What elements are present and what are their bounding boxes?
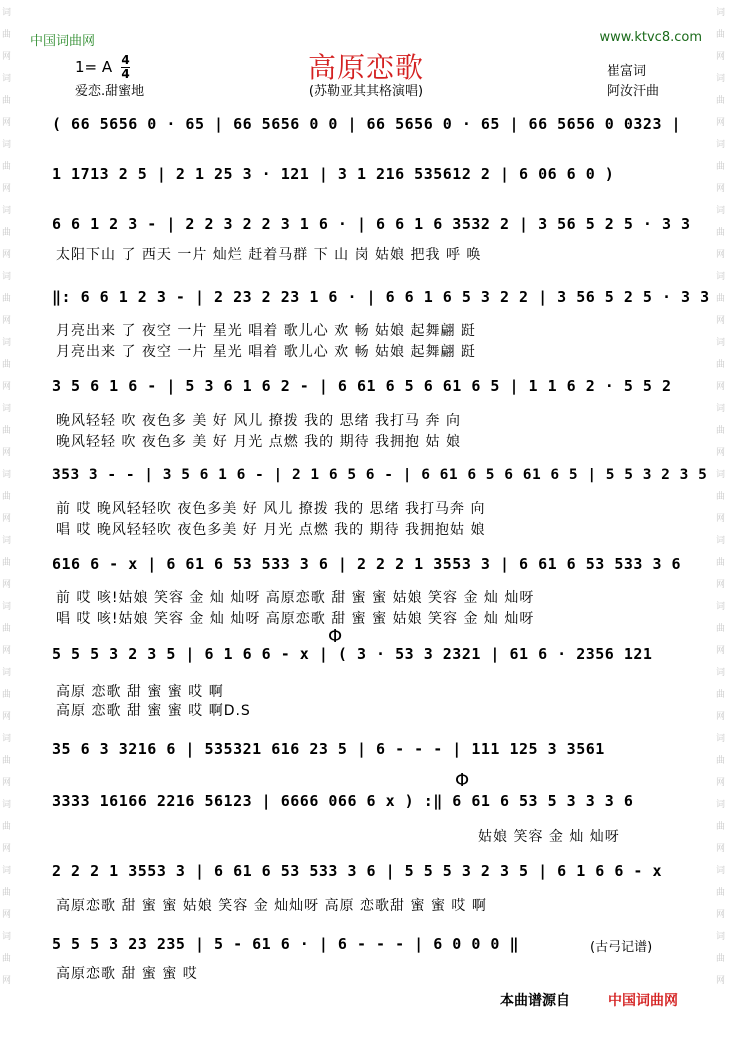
notation-line: 3 5 6 1 6 - | 5 3 6 1 6 2 - | 6 61 6 5 6 61 6 5 | 1 1 6 2 · 5 5 2 [52,377,672,395]
watermark-char: 网 [2,844,12,854]
watermark-char: 词 [2,140,12,150]
watermark-char: 曲 [2,756,12,766]
lyrics-line: 前 哎 晚风轻轻吹 夜色多美 好 风儿 撩拨 我的 思绪 我打马奔 向 [56,501,486,517]
watermark-char: 网 [2,910,12,920]
right-watermark-strip [716,0,730,1037]
transcriber-note: (古弓记谱) [590,940,653,955]
watermark-char: 网 [2,52,12,62]
notation-line: 2 2 2 1 3553 3 | 6 61 6 53 533 3 6 | 5 5 5 3 2 3 5 | 6 1 6 6 - x [52,862,662,880]
watermark-char: 网 [716,382,726,392]
watermark-char: 词 [2,536,12,546]
song-title: 高原恋歌 [307,51,424,84]
watermark-char: 网 [716,250,726,260]
watermark-char: 词 [716,206,726,216]
coda-mark: Φ [455,770,470,791]
lyrics-line: 高原恋歌 甜 蜜 蜜 哎 [56,966,198,982]
watermark-char: 网 [2,448,12,458]
watermark-char: 词 [716,800,726,810]
watermark-char: 曲 [716,426,726,436]
notation-line: 353 3 - - | 3 5 6 1 6 - | 2 1 6 5 6 - | 6 61 6 5 6 61 6 5 | 5 5 3 2 3 5 [52,467,708,483]
lyrics-line: 姑娘 笑容 金 灿 灿呀 [478,829,620,845]
lyrics-line: 唱 哎 晚风轻轻吹 夜色多美 好 月光 点燃 我的 期待 我拥抱姑 娘 [56,522,486,538]
lyrics-line: 唱 哎 咳!姑娘 笑容 金 灿 灿呀 高原恋歌 甜 蜜 蜜 姑娘 笑容 金 灿 灿呀 [56,611,535,627]
watermark-char: 词 [716,536,726,546]
time-signature-top: 4 [121,53,130,67]
key-signature: 1= A [75,58,113,76]
watermark-char: 词 [716,932,726,942]
watermark-char: 词 [2,8,12,18]
watermark-char: 曲 [716,162,726,172]
watermark-char: 曲 [2,558,12,568]
watermark-char: 词 [2,602,12,612]
lyrics-line: 晚风轻轻 吹 夜色多 美 好 风儿 撩拨 我的 思绪 我打马 奔 向 [56,413,461,429]
watermark-char: 词 [2,404,12,414]
coda-mark: Φ [328,626,343,647]
time-signature-bottom: 4 [121,67,130,81]
watermark-char: 网 [716,52,726,62]
watermark-char: 网 [716,712,726,722]
watermark-char: 词 [2,470,12,480]
watermark-char: 网 [2,514,12,524]
lyrics-line: 月亮出来 了 夜空 一片 星光 唱着 歌儿心 欢 畅 姑娘 起舞翩 跹 [56,323,476,339]
lyrics-line: 高原恋歌 甜 蜜 蜜 姑娘 笑容 金 灿灿呀 高原 恋歌甜 蜜 蜜 哎 啊 [56,898,487,914]
notation-line: 5 5 5 3 2 3 5 | 6 1 6 6 - x | ( 3 · 53 3 2321 | 61 6 · 2356 121 [52,645,653,663]
watermark-char: 曲 [716,558,726,568]
watermark-char: 词 [2,338,12,348]
watermark-char: 词 [2,866,12,876]
lyrics-line: 前 哎 咳!姑娘 笑容 金 灿 灿呀 高原恋歌 甜 蜜 蜜 姑娘 笑容 金 灿 灿呀 [56,590,535,606]
watermark-char: 曲 [716,228,726,238]
watermark-char: 曲 [716,96,726,106]
watermark-char: 词 [716,734,726,744]
watermark-char: 网 [2,118,12,128]
watermark-char: 网 [2,778,12,788]
performer-subtitle: (苏勒亚其其格演唱) [308,84,424,99]
notation-line: 35 6 3 3216 6 | 535321 616 23 5 | 6 - - - | 111 125 3 3561 [52,740,605,758]
watermark-char: 网 [716,910,726,920]
watermark-char: 网 [716,976,726,986]
source-label: 本曲谱源自 [500,993,570,1009]
lyricist-credit: 崔富词 [607,64,647,79]
watermark-char: 曲 [2,426,12,436]
watermark-char: 曲 [2,30,12,40]
notation-line: 5 5 5 3 23 235 | 5 - 61 6 · | 6 - - - | 6 0 0 0 ‖ [52,935,520,953]
watermark-char: 词 [2,734,12,744]
watermark-char: 网 [2,712,12,722]
expression-marking: 爱恋.甜蜜地 [75,84,145,99]
watermark-char: 网 [2,382,12,392]
notation-line: 6 6 1 2 3 - | 2 2 3 2 2 3 1 6 · | 6 6 1 6 3532 2 | 3 56 5 2 5 · 3 3 [52,215,691,233]
watermark-char: 词 [716,404,726,414]
watermark-char: 词 [716,470,726,480]
watermark-char: 曲 [716,822,726,832]
watermark-char: 词 [716,668,726,678]
watermark-char: 曲 [716,954,726,964]
watermark-char: 网 [716,844,726,854]
watermark-char: 网 [2,976,12,986]
watermark-char: 网 [716,580,726,590]
watermark-char: 词 [716,602,726,612]
lyrics-line: 高原 恋歌 甜 蜜 蜜 哎 啊 [56,684,224,700]
watermark-char: 曲 [716,624,726,634]
watermark-char: 网 [716,778,726,788]
watermark-char: 词 [2,668,12,678]
watermark-char: 网 [2,250,12,260]
watermark-char: 网 [2,316,12,326]
notation-line: ( 66 5656 0 · 65 | 66 5656 0 0 | 66 5656 0 · 65 | 66 5656 0 0323 | [52,115,682,133]
watermark-char: 词 [2,932,12,942]
watermark-char: 词 [716,338,726,348]
watermark-char: 网 [2,184,12,194]
watermark-char: 词 [2,800,12,810]
watermark-char: 曲 [2,624,12,634]
watermark-char: 词 [716,140,726,150]
watermark-char: 曲 [716,690,726,700]
watermark-char: 网 [716,514,726,524]
watermark-char: 网 [716,646,726,656]
watermark-char: 网 [2,580,12,590]
watermark-char: 曲 [2,228,12,238]
watermark-char: 曲 [2,822,12,832]
watermark-char: 曲 [2,888,12,898]
lyrics-line: 晚风轻轻 吹 夜色多 美 好 月光 点燃 我的 期待 我拥抱 姑 娘 [56,434,461,450]
watermark-char: 网 [716,184,726,194]
watermark-char: 网 [716,316,726,326]
watermark-char: 曲 [716,30,726,40]
watermark-char: 词 [716,272,726,282]
watermark-char: 词 [2,272,12,282]
watermark-char: 曲 [716,294,726,304]
site-url-right[interactable]: www.ktvc8.com [599,30,702,45]
watermark-char: 曲 [2,492,12,502]
watermark-char: 网 [716,118,726,128]
watermark-char: 词 [716,8,726,18]
watermark-char: 网 [2,646,12,656]
watermark-char: 曲 [716,492,726,502]
source-site-link[interactable]: 中国词曲网 [608,993,678,1009]
composer-credit: 阿汝汗曲 [607,84,660,99]
watermark-char: 曲 [716,360,726,370]
lyrics-line: 月亮出来 了 夜空 一片 星光 唱着 歌儿心 欢 畅 姑娘 起舞翩 跹 [56,344,476,360]
notation-line: ‖: 6 6 1 2 3 - | 2 23 2 23 1 6 · | 6 6 1 6 5 3 2 2 | 3 56 5 2 5 · 3 3 [52,288,710,306]
notation-line: 616 6 - x | 6 61 6 53 533 3 6 | 2 2 2 1 3553 3 | 6 61 6 53 533 3 6 [52,555,682,573]
watermark-char: 曲 [2,954,12,964]
time-signature [121,54,130,81]
watermark-char: 曲 [716,888,726,898]
watermark-char: 词 [2,74,12,84]
lyrics-line: 太阳下山 了 西天 一片 灿烂 赶着马群 下 山 岗 姑娘 把我 呼 唤 [56,247,482,263]
watermark-char: 词 [716,866,726,876]
notation-line: 3333 16166 2216 56123 | 6666 066 6 x ) :‖ 6 61 6 53 5 3 3 3 6 [52,792,634,810]
watermark-char: 曲 [2,360,12,370]
watermark-char: 曲 [716,756,726,766]
lyrics-line: 高原 恋歌 甜 蜜 蜜 哎 啊D.S [56,703,251,719]
watermark-char: 曲 [2,96,12,106]
watermark-char: 网 [716,448,726,458]
watermark-char: 词 [716,74,726,84]
site-name-left[interactable]: 中国词曲网 [30,34,96,49]
notation-line: 1 1713 2 5 | 2 1 25 3 · 121 | 3 1 216 535612 2 | 6 06 6 0 ) [52,165,615,183]
watermark-char: 曲 [2,294,12,304]
left-watermark-strip [2,0,16,1037]
watermark-char: 曲 [2,690,12,700]
watermark-char: 曲 [2,162,12,172]
watermark-char: 词 [2,206,12,216]
